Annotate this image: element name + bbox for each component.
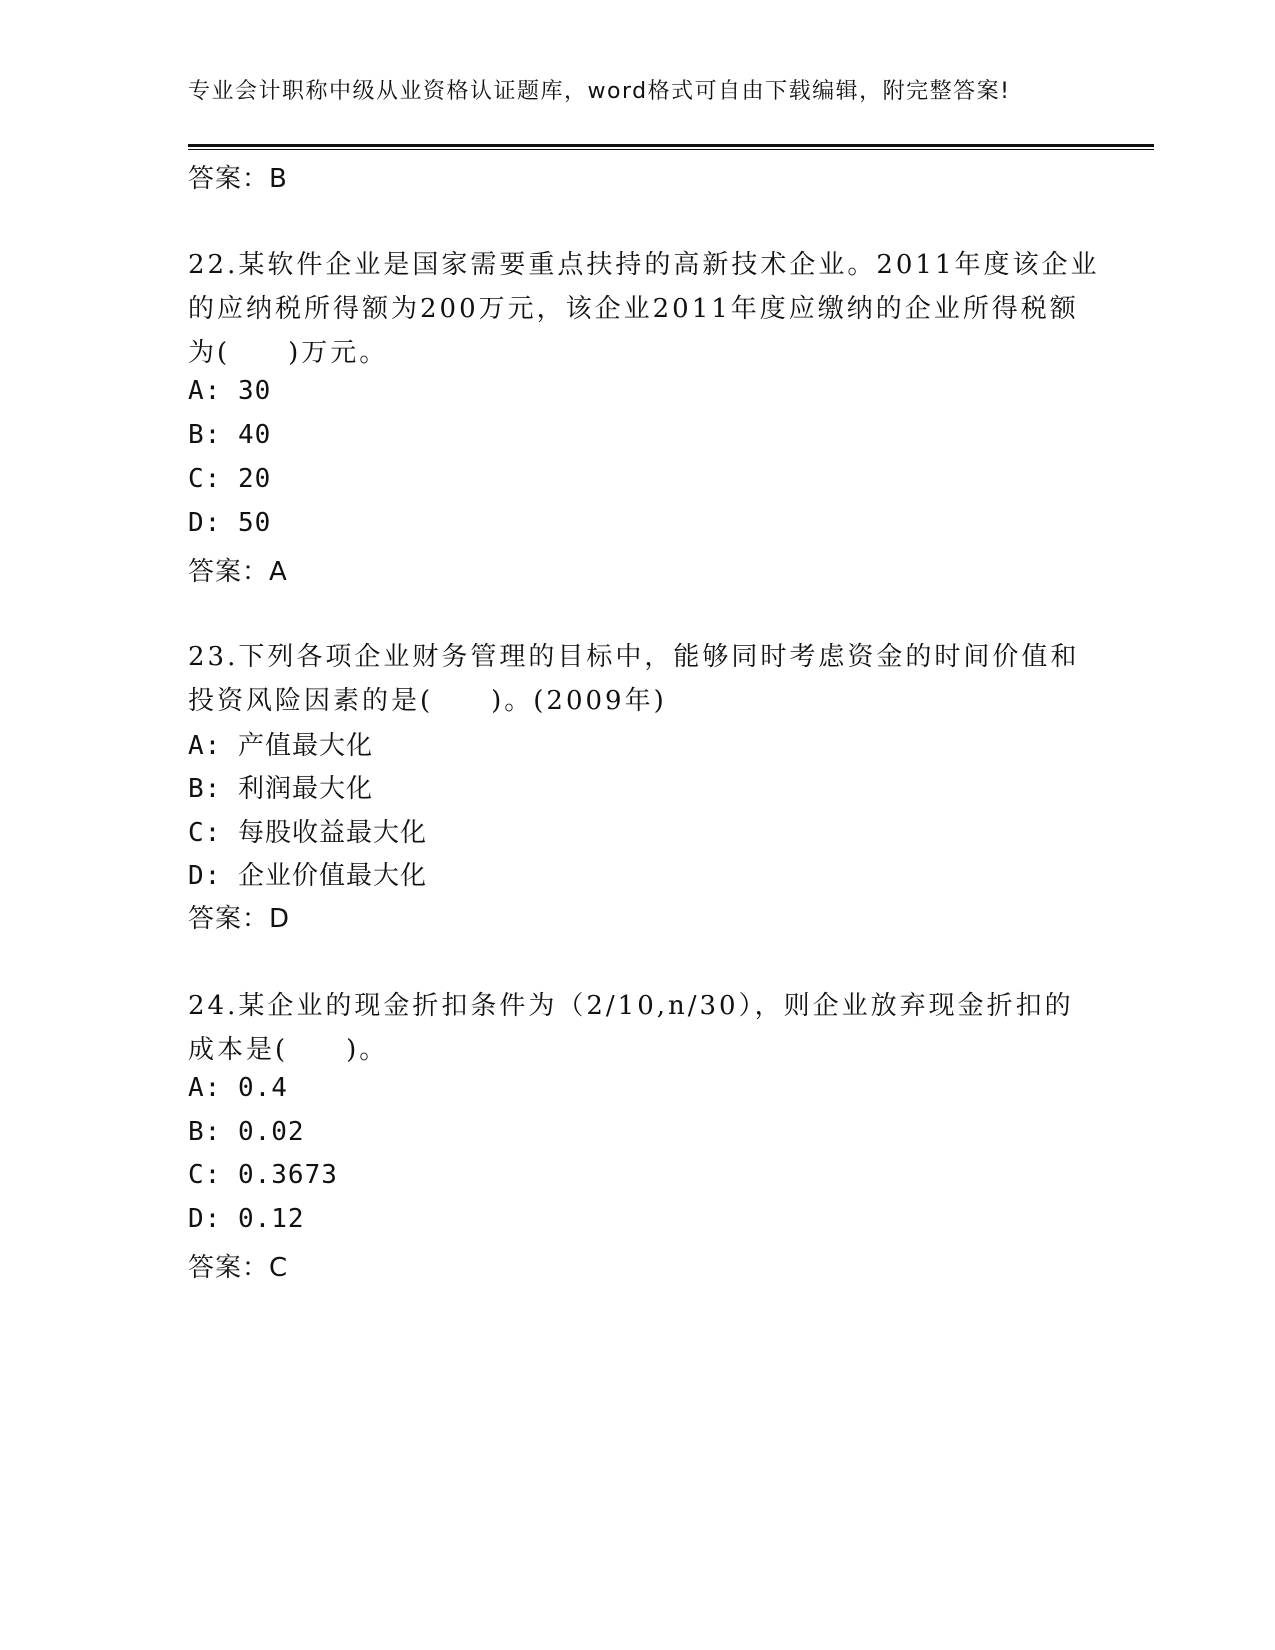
question-22-line-3: 为( )万元。 <box>188 338 389 368</box>
question-24-answer: 答案：C <box>188 1253 289 1283</box>
page-header: 专业会计职称中级从业资格认证题库，word格式可自由下载编辑，附完整答案! <box>188 79 1011 104</box>
question-24-line-1: 24.某企业的现金折扣条件为（2/10,n/30），则企业放弃现金折扣的 <box>188 991 1074 1021</box>
question-23-option-a: A: 产值最大化 <box>188 731 373 761</box>
question-22-option-a: A: 30 <box>188 376 272 406</box>
question-23-option-c: C: 每股收益最大化 <box>188 818 427 848</box>
question-24-option-c: C: 0.3673 <box>188 1160 338 1190</box>
question-23-option-d: D: 企业价值最大化 <box>188 861 427 891</box>
question-22-option-c: C: 20 <box>188 464 272 494</box>
question-23-option-b: B: 利润最大化 <box>188 774 373 804</box>
question-23-answer: 答案：D <box>188 904 291 934</box>
question-22-answer: 答案：A <box>188 557 288 587</box>
question-23-line-1: 23.下列各项企业财务管理的目标中，能够同时考虑资金的时间价值和 <box>188 642 1080 672</box>
previous-answer: 答案：B <box>188 164 288 194</box>
question-24-option-b: B: 0.02 <box>188 1117 305 1147</box>
question-24-option-a: A: 0.4 <box>188 1073 288 1103</box>
question-24-line-2: 成本是( )。 <box>188 1035 389 1065</box>
header-rule-thick <box>188 144 1154 147</box>
question-22-line-2: 的应纳税所得额为200万元，该企业2011年度应缴纳的企业所得税额 <box>188 294 1079 324</box>
question-24-option-d: D: 0.12 <box>188 1204 305 1234</box>
question-23-line-2: 投资风险因素的是( )。(2009年) <box>188 686 667 716</box>
question-22-line-1: 22.某软件企业是国家需要重点扶持的高新技术企业。2011年度该企业 <box>188 250 1100 280</box>
question-22-option-d: D: 50 <box>188 508 272 538</box>
header-rule-thin <box>188 149 1154 150</box>
question-22-option-b: B: 40 <box>188 420 272 450</box>
